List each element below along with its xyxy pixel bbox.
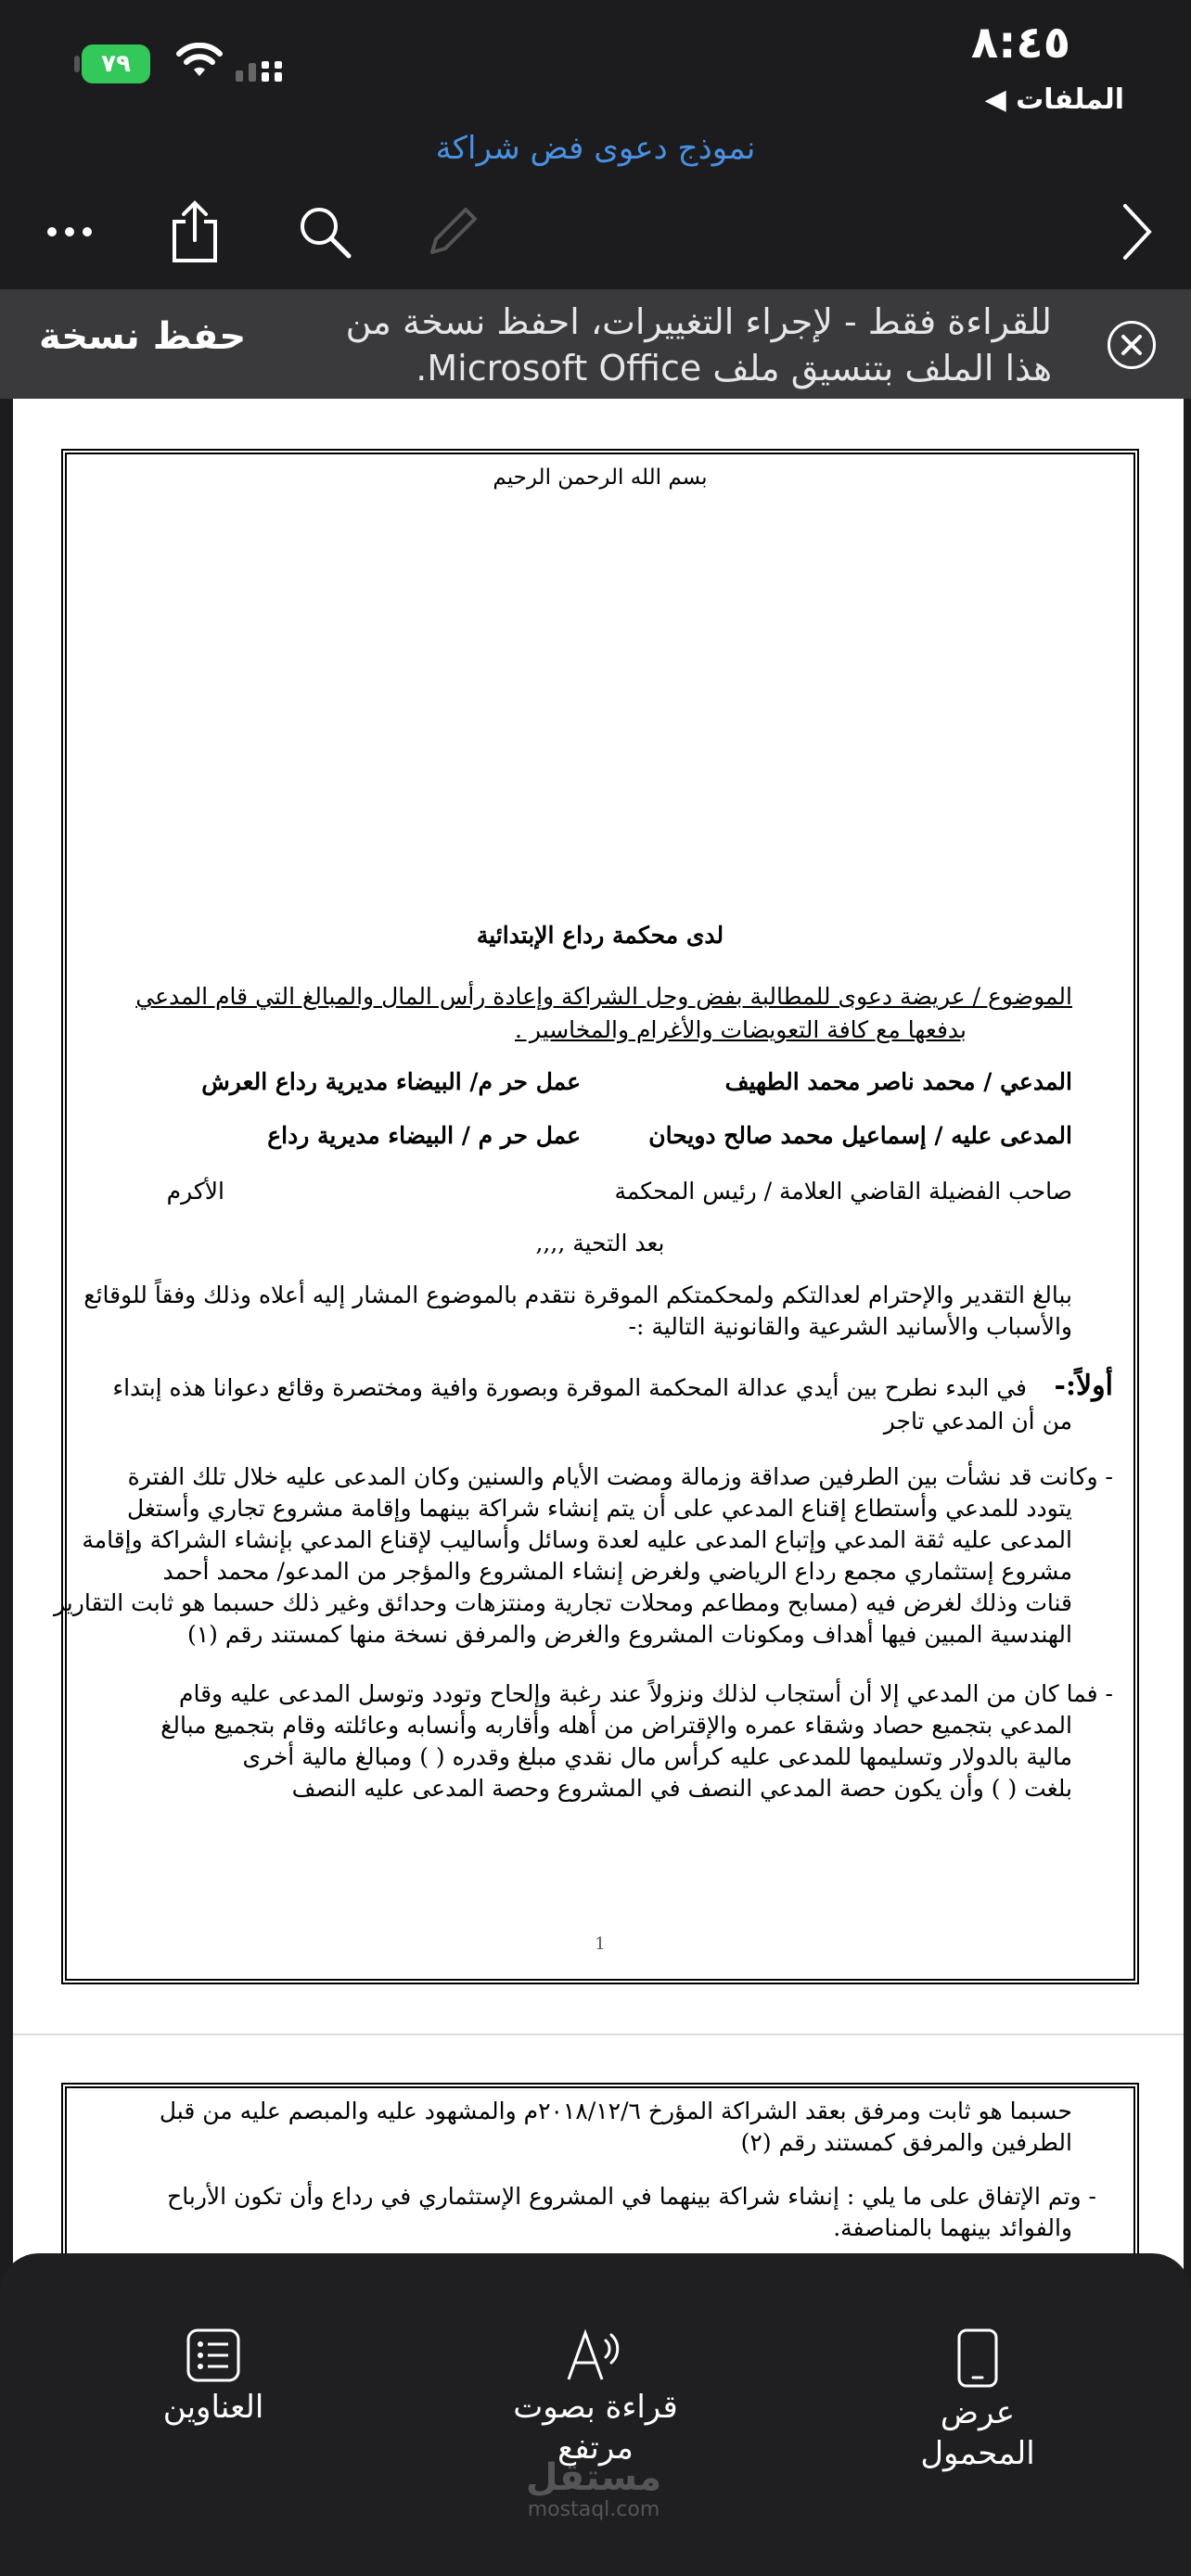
mobile-view-label-line-2: المحمول xyxy=(920,2435,1035,2472)
paragraph-2-line-5: قنات وذلك لغرض فيه (مسابح ومطاعم ومحلات تجارية ومنتزهات وحدائق وغير ذلك حسبما هو ثابت التقارير xyxy=(54,1589,1072,1616)
defendant-name: المدعى عليه / إسماعيل محمد صالح دويحان xyxy=(648,1122,1072,1149)
bottom-action-bar xyxy=(0,2253,1191,2576)
read-aloud-button[interactable] xyxy=(475,2327,716,2468)
read-only-banner xyxy=(0,289,1191,399)
cellular-signal-icon xyxy=(234,46,291,83)
document-page-1 xyxy=(54,449,1139,1984)
subject-line-2: بدفعها مع كافة التعويضات والأغرام والمخاسير . xyxy=(515,1016,967,1043)
addressee-honorific: الأكرم xyxy=(166,1178,224,1205)
plaintiff-details: عمل حر م/ البيضاء مديرية رداع العرش xyxy=(201,1068,581,1095)
plaintiff-name: المدعي / محمد ناصر محمد الطهيف xyxy=(724,1068,1072,1095)
intro-line-1: ببالغ التقدير والإحترام لعدالتكم ولمحكمتكم الموقرة نتقدم بالموضوع المشار إليه أعلاه وذلك وفقاً للوقائع xyxy=(83,1282,1072,1308)
first-paragraph-line-1: في البدء نطرح بين أيدي عدالة المحكمة الموقرة وبصورة وافية ومختصرة وقائع دعوانا هذه إبتداء xyxy=(112,1374,1027,1401)
first-heading: أولاً:- xyxy=(1054,1370,1113,1402)
read-only-message xyxy=(310,299,1052,391)
paragraph-2-line-6: الهندسية المبين فيها أهداف ومكونات المشروع والغرض والمرفق نسخة منها كمستند رقم (١) xyxy=(186,1621,1072,1648)
clock: ٨:٤٥ xyxy=(970,17,1070,69)
intro-line-2: والأسباب والأسانيد الشرعية والقانونية التالية :- xyxy=(628,1313,1072,1340)
search-icon xyxy=(297,204,352,260)
battery-indicator: ٧٩ xyxy=(82,45,150,83)
mobile-view-button[interactable] xyxy=(857,2327,1098,2474)
page-2-line-3: - وتم الإتفاق على ما يلي : إنشاء شراكة بينهما في المشروع الإستثماري في رداع وأن تكون الأرباح xyxy=(167,2183,1096,2210)
paragraph-3-line-1: - فما كان من المدعي إلا أن أستجاب لذلك ونزولاً عند رغبة وإلحاح وتودد وتوسل المدعى عليه وقام xyxy=(179,1680,1113,1707)
forward-button[interactable] xyxy=(1104,190,1169,274)
read-only-message-line-2: هذا الملف بتنسيق ملف Microsoft Office. xyxy=(416,348,1052,389)
read-only-message-line-1: للقراءة فقط - لإجراء التغييرات، احفظ نسخة من xyxy=(345,301,1052,342)
paragraph-3-line-3: مالية بالدولار وتسليمها للمدعى عليه كرأس مال نقدي مبلغ وقدره ( ) ومبالغ مالية أخرى xyxy=(242,1743,1072,1770)
defendant-details: عمل حر م / البيضاء مديرية رداع xyxy=(267,1122,581,1149)
paragraph-3-line-2: المدعي بتجميع حصاد وشقاء عمره والإقتراض من أهله وأقاربه وأنسابه وعائلته وقام بتجميع مبالغ xyxy=(160,1712,1072,1739)
close-icon xyxy=(1110,324,1153,366)
back-to-files-link[interactable]: ◀ الملفات xyxy=(984,83,1124,116)
document-canvas[interactable] xyxy=(13,399,1184,2281)
first-paragraph-line-2: من أن المدعي تاجر xyxy=(883,1408,1072,1435)
paragraph-2-line-3: المدعى عليه ثقة المدعي وإتباع المدعى عليه لعدة وسائل وأساليب لإقناع المدعي بإنشاء الشراكة وإقامة xyxy=(82,1526,1072,1553)
subject-line-1: الموضوع / عريضة دعوى للمطالبة بفض وحل الشراكة وإعادة رأس المال والمبالغ التي قام المدعي xyxy=(135,983,1072,1010)
page-number: 1 xyxy=(595,1934,606,1954)
search-button[interactable] xyxy=(288,190,362,274)
phone-icon xyxy=(956,2327,999,2389)
court-heading: لدى محكمة رداع الإبتدائية xyxy=(476,922,724,949)
battery-tip xyxy=(74,56,80,72)
mostaql-watermark xyxy=(519,2457,668,2521)
paragraph-3-line-4: بلغت ( ) وأن يكون حصة المدعي النصف في المشروع وحصة المدعى عليه النصف xyxy=(291,1775,1072,1802)
paragraph-2-line-2: يتودد للمدعي وأستطاع إقناع المدعي على أن يتم إنشاء شراكة بينهما وإقامة مشروع تجاري وأستغل xyxy=(127,1495,1072,1522)
page-2-line-4: والفوائد بينهما بالمناصفة. xyxy=(833,2214,1072,2241)
document-page-2 xyxy=(61,2083,1139,2281)
read-aloud-icon xyxy=(563,2327,628,2383)
ellipsis-icon xyxy=(46,226,93,237)
headings-label: العناوين xyxy=(162,2389,264,2426)
paragraph-2-line-1: - وكانت قد نشأت بين الطرفين صداقة وزمالة ومضت الأيام والسنين وكان المدعى عليه خلال تلك الفترة xyxy=(127,1463,1113,1490)
edit-button[interactable] xyxy=(416,190,490,274)
basmala: بسم الله الرحمن الرحيم xyxy=(493,465,708,490)
page-2-line-2: الطرفين والمرفق كمستند رقم (٢) xyxy=(740,2129,1072,2156)
watermark-latin: mostaql.com xyxy=(527,2498,660,2521)
page-2-line-1: حسبما هو ثابت ومرفق بعقد الشراكة المؤرخ ٢٠١٨/١٢/٦م والمشهود عليه والمبصم عليه من قبل xyxy=(159,2098,1072,2124)
toolbar xyxy=(0,190,1191,283)
wifi-icon xyxy=(176,43,223,80)
mobile-view-label-line-1: عرض xyxy=(940,2394,1016,2431)
page-separator xyxy=(13,2034,1184,2035)
list-icon xyxy=(186,2327,241,2383)
addressee: صاحب الفضيلة القاضي العلامة / رئيس المحكمة xyxy=(614,1178,1072,1205)
greeting: بعد التحية ,,,, xyxy=(535,1230,665,1256)
pencil-icon xyxy=(425,204,480,260)
share-icon xyxy=(169,199,221,264)
paragraph-2-line-4: مشروع إستثماري مجمع رداع الرياضي ولغرض إنشاء المشروع والمؤجر من المدعو/ محمد أحمد xyxy=(162,1558,1072,1585)
document-title[interactable]: نموذج دعوى فض شراكة xyxy=(435,130,756,167)
chevron-right-icon xyxy=(1120,202,1153,261)
status-bar xyxy=(0,0,1191,130)
share-button[interactable] xyxy=(158,190,232,274)
save-copy-button[interactable]: حفظ نسخة xyxy=(39,315,247,358)
close-banner-button[interactable] xyxy=(1108,321,1156,369)
headings-button[interactable] xyxy=(93,2327,334,2428)
more-button[interactable] xyxy=(37,190,102,274)
watermark-arabic: مستقل xyxy=(525,2456,662,2499)
read-aloud-label-line-1: قراءة بصوت xyxy=(513,2389,678,2426)
read-aloud-label-line-2: مرتفع xyxy=(557,2429,634,2467)
